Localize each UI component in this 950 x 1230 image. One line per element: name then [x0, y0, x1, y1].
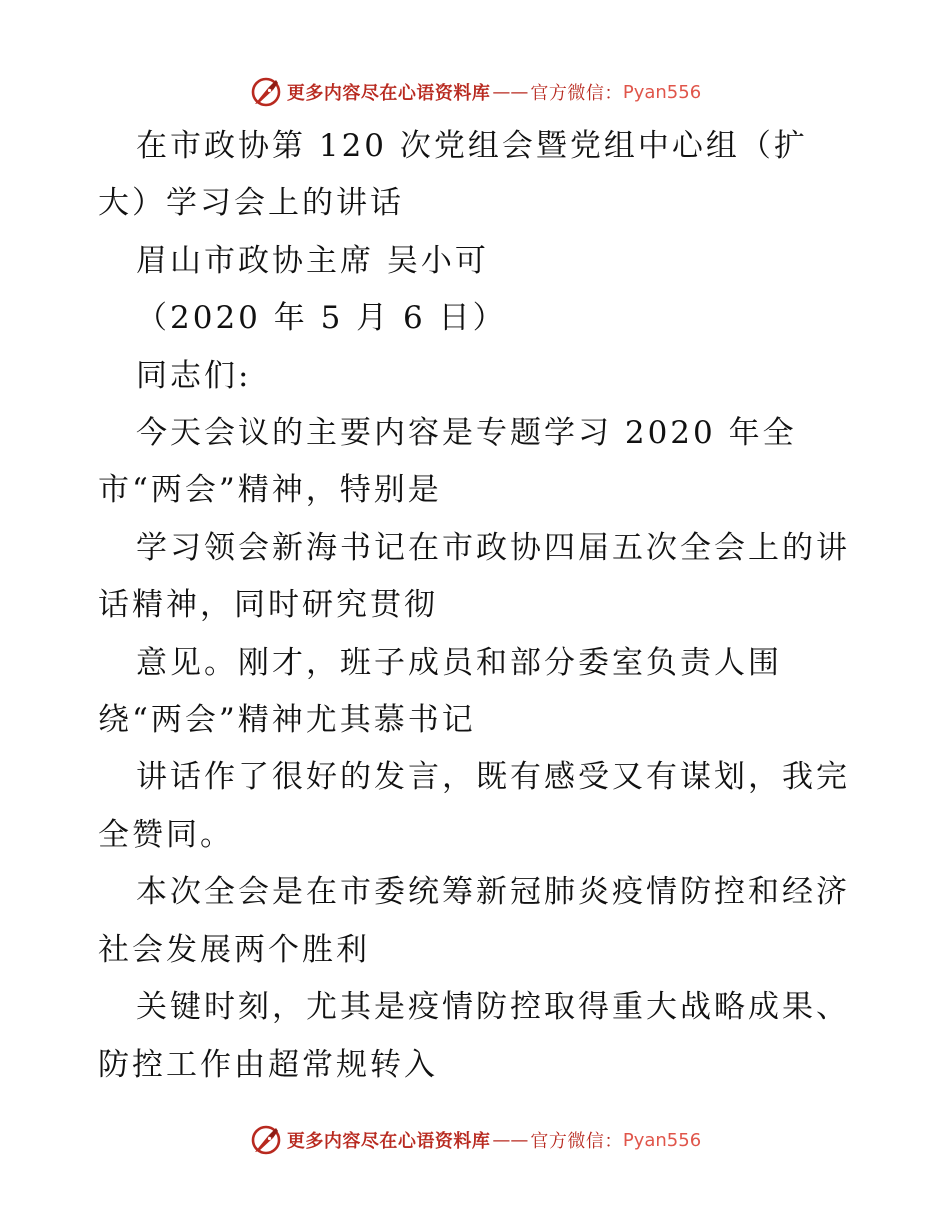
banner-wechat-label: 官方微信： [530, 1131, 623, 1152]
paragraph-6-line-1: 关键时刻，尤其是疫情防控取得重大战略成果、 [136, 989, 850, 1026]
paragraph-6-line-2: 防控工作由超常规转入 [98, 1046, 438, 1083]
title-line-2: 大）学习会上的讲话 [98, 185, 404, 222]
date-text: （2020 年 5 月 6 日） [136, 300, 507, 337]
paragraph-5-line-2: 社会发展两个胜利 [98, 931, 370, 968]
paragraph-5-line-1: 本次全会是在市委统筹新冠肺炎疫情防控和经济 [136, 874, 850, 911]
document-body [0, 118, 950, 1094]
paragraph-2 [0, 520, 950, 635]
banner-separator: —— [492, 1129, 529, 1151]
banner-wechat-id: Pyan556 [622, 1129, 702, 1151]
paragraph-6 [0, 979, 950, 1094]
paragraph-4-line-2: 全赞同。 [98, 816, 234, 853]
paragraph-1-line-1: 今天会议的主要内容是专题学习 2020 年全 [136, 415, 797, 452]
quill-pen-logo-icon [249, 1123, 283, 1157]
paragraph-5 [0, 864, 950, 979]
header-banner [0, 72, 950, 112]
paragraph-2-line-1: 学习领会新海书记在市政协四届五次全会上的讲 [136, 529, 850, 566]
paragraph-2-line-2: 话精神，同时研究贯彻 [98, 587, 438, 624]
banner-separator: —— [492, 81, 529, 103]
paragraph-4 [0, 749, 950, 864]
banner-label: 更多内容尽在心语资料库 [286, 83, 491, 104]
banner-label: 更多内容尽在心语资料库 [286, 1131, 491, 1152]
footer-banner [0, 1120, 950, 1160]
document-title [0, 118, 950, 233]
paragraph-3-line-1: 意见。刚才，班子成员和部分委室负责人围 [136, 644, 782, 681]
paragraph-3-line-2: 绕“两会”精神尤其慕书记 [98, 702, 476, 739]
paragraph-3 [0, 635, 950, 750]
paragraph-1 [0, 405, 950, 520]
banner-wechat-label: 官方微信： [530, 83, 623, 104]
author-text: 眉山市政协主席 吴小可 [136, 242, 489, 279]
title-line-1: 在市政协第 120 次党组会暨党组中心组（扩 [136, 128, 808, 164]
greeting-line [0, 348, 950, 405]
banner-wechat-id: Pyan556 [622, 81, 702, 103]
quill-pen-logo-icon [249, 75, 283, 109]
date-line [0, 290, 950, 347]
paragraph-1-line-2: 市“两会”精神，特别是 [98, 472, 442, 509]
greeting-text: 同志们: [136, 357, 252, 394]
author-line [0, 233, 950, 290]
paragraph-4-line-1: 讲话作了很好的发言，既有感受又有谋划，我完 [136, 759, 850, 796]
